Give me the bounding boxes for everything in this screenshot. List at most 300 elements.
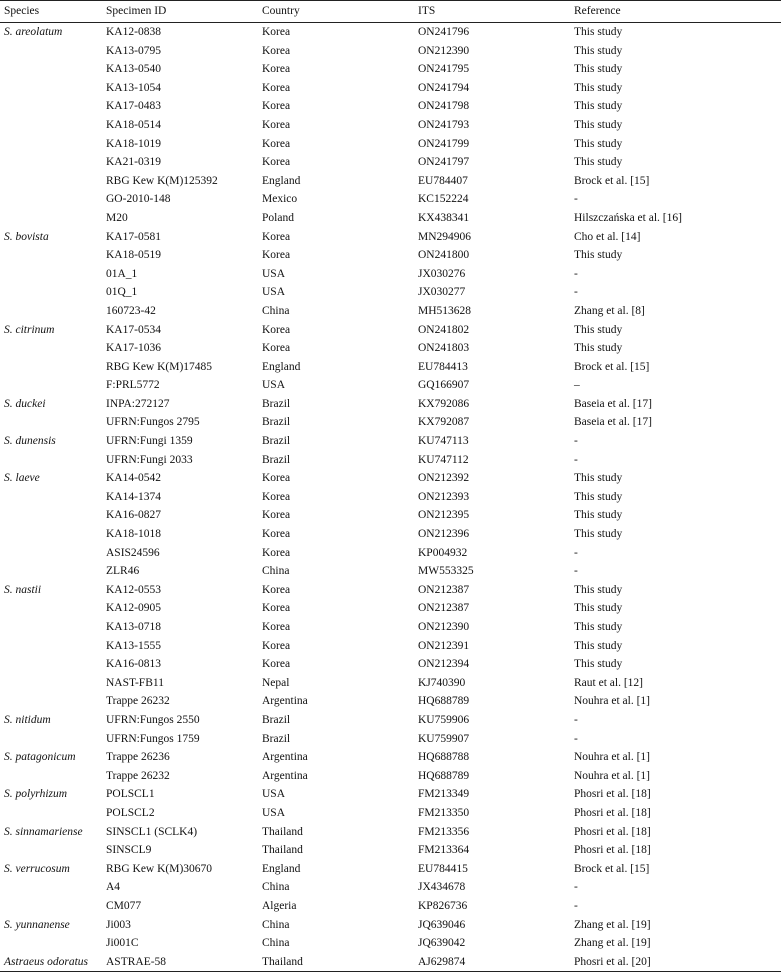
cell-country: Korea: [262, 546, 291, 559]
table-row: [0, 581, 781, 600]
cell-species: [0, 172, 102, 191]
cell-country: England: [262, 360, 301, 373]
cell-species: S. verrucosum: [4, 862, 70, 875]
cell-its: ON241802: [418, 323, 470, 336]
cell-species: [0, 302, 102, 321]
cell-specimen-id: KA13-1054: [106, 81, 161, 94]
cell-its: KU747112: [418, 453, 469, 466]
table-row: [0, 451, 781, 470]
cell-species: [0, 878, 102, 897]
cell-specimen-id: RBG Kew K(M)125392: [106, 174, 218, 187]
cell-its: KU747113: [418, 435, 469, 448]
cell-specimen-id: GO-2010-148: [106, 193, 171, 206]
cell-species: S. bovista: [4, 230, 49, 243]
table-row: [0, 116, 781, 135]
table-row: [0, 358, 781, 377]
header-specimen-id: Specimen ID: [102, 1, 258, 23]
cell-reference: Brock et al. [15]: [574, 360, 650, 373]
cell-reference: Nouhra et al. [1]: [574, 695, 650, 708]
cell-country: Korea: [262, 639, 291, 652]
cell-its: ON241800: [418, 249, 470, 262]
cell-species: [0, 135, 102, 154]
cell-reference: This study: [574, 342, 623, 355]
cell-reference: -: [574, 453, 578, 466]
cell-country: Brazil: [262, 416, 291, 429]
cell-species: S. laeve: [4, 472, 40, 485]
cell-species: [0, 283, 102, 302]
table-row: [0, 172, 781, 191]
table-row: [0, 42, 781, 61]
cell-its: ON212395: [418, 509, 470, 522]
cell-reference: This study: [574, 621, 623, 633]
cell-country: USA: [262, 788, 286, 801]
cell-its: ON212396: [418, 528, 470, 541]
cell-its: KJ740390: [418, 676, 466, 689]
cell-species: [0, 655, 102, 674]
cell-species: [0, 767, 102, 786]
cell-specimen-id: Trappe 26236: [106, 751, 170, 764]
cell-country: Korea: [262, 137, 291, 150]
cell-country: Korea: [262, 602, 291, 615]
cell-its: EU784415: [418, 862, 468, 875]
cell-its: MN294906: [418, 230, 472, 243]
cell-its: ON241799: [418, 137, 470, 150]
cell-country: Korea: [262, 63, 291, 76]
cell-its: HQ688789: [418, 695, 470, 708]
cell-reference: This study: [574, 509, 623, 522]
cell-species: [0, 506, 102, 525]
table-row: [0, 60, 781, 79]
cell-its: FM213364: [418, 844, 470, 857]
header-country: Country: [258, 1, 414, 23]
cell-country: Korea: [262, 342, 291, 355]
header-reference: Reference: [570, 1, 781, 23]
cell-its: JQ639046: [418, 918, 466, 931]
cell-reference: This study: [574, 583, 623, 596]
cell-its: ON241797: [418, 156, 470, 169]
table-row: [0, 767, 781, 786]
cell-country: Korea: [262, 26, 291, 38]
cell-reference: Phosri et al. [18]: [574, 788, 651, 801]
table-row: [0, 469, 781, 488]
cell-specimen-id: ASIS24596: [106, 546, 160, 559]
cell-species: [0, 42, 102, 61]
cell-its: EU784407: [418, 174, 468, 187]
cell-reference: -: [574, 713, 578, 726]
table-row: [0, 228, 781, 247]
cell-country: USA: [262, 379, 286, 392]
cell-specimen-id: KA18-1018: [106, 528, 161, 541]
cell-country: Korea: [262, 81, 291, 94]
cell-its: ON241793: [418, 118, 470, 131]
table-row: [0, 135, 781, 154]
cell-its: ON241795: [418, 63, 470, 76]
cell-species: S. nitidum: [4, 713, 51, 726]
cell-its: FM213350: [418, 806, 470, 819]
cell-its: ON212392: [418, 472, 470, 485]
cell-specimen-id: NAST-FB11: [106, 676, 164, 689]
cell-species: [0, 116, 102, 135]
cell-reference: -: [574, 881, 578, 894]
cell-country: Argentina: [262, 751, 308, 764]
cell-specimen-id: RBG Kew K(M)30670: [106, 862, 213, 875]
cell-country: Korea: [262, 323, 291, 336]
cell-country: China: [262, 937, 290, 950]
table-row: [0, 730, 781, 749]
cell-country: Thailand: [262, 825, 303, 838]
cell-specimen-id: KA13-1555: [106, 639, 161, 652]
cell-specimen-id: A4: [106, 881, 121, 894]
cell-reference: Hilszczańska et al. [16]: [574, 211, 682, 224]
cell-reference: Cho et al. [14]: [574, 230, 641, 243]
cell-species: [0, 934, 102, 953]
cell-species: [0, 209, 102, 228]
cell-specimen-id: KA18-1019: [106, 137, 161, 150]
cell-country: Korea: [262, 509, 291, 522]
cell-its: ON241803: [418, 342, 470, 355]
cell-country: Korea: [262, 490, 291, 503]
cell-country: Korea: [262, 44, 291, 57]
cell-reference: This study: [574, 639, 623, 652]
cell-country: Korea: [262, 100, 291, 113]
cell-specimen-id: KA13-0540: [106, 63, 161, 76]
cell-reference: –: [574, 379, 580, 392]
cell-reference: -: [574, 899, 578, 912]
cell-its: ON212394: [418, 658, 470, 671]
table-row: [0, 897, 781, 916]
cell-species: S. sinnamariense: [4, 825, 83, 838]
cell-species: [0, 730, 102, 749]
cell-specimen-id: Trappe 26232: [106, 769, 170, 782]
cell-specimen-id: INPA:272127: [106, 397, 170, 410]
table-row: [0, 860, 781, 879]
cell-reference: This study: [574, 26, 623, 38]
cell-specimen-id: KA16-0813: [106, 658, 161, 671]
cell-reference: This study: [574, 118, 623, 131]
cell-its: ON241798: [418, 100, 470, 113]
cell-reference: This study: [574, 63, 623, 76]
cell-species: S. dunensis: [4, 435, 56, 448]
cell-country: USA: [262, 286, 286, 299]
table-row: [0, 23, 781, 42]
cell-country: Thailand: [258, 953, 414, 972]
table-row: [0, 79, 781, 98]
cell-specimen-id: POLSCL2: [106, 806, 155, 819]
cell-species: [0, 246, 102, 265]
cell-species: [0, 618, 102, 637]
table-row: [0, 97, 781, 116]
cell-specimen-id: KA18-0514: [106, 118, 161, 131]
table-row: [0, 302, 781, 321]
cell-country: Korea: [262, 528, 291, 541]
cell-its: ON241794: [418, 81, 470, 94]
cell-species: S. duckei: [4, 397, 46, 410]
cell-specimen-id: UFRN:Fungi 2033: [106, 453, 193, 466]
cell-reference: Zhang et al. [19]: [574, 918, 651, 931]
cell-its: JQ639042: [418, 937, 466, 950]
table-body: [0, 23, 781, 972]
cell-country: Korea: [262, 118, 291, 131]
table-row: [0, 413, 781, 432]
cell-country: Korea: [262, 621, 291, 633]
cell-reference: Baseia et al. [17]: [574, 416, 652, 429]
cell-country: USA: [262, 267, 286, 280]
cell-its: JX030276: [418, 267, 466, 280]
table-row: [0, 823, 781, 842]
cell-specimen-id: UFRN:Fungos 1759: [106, 732, 200, 745]
cell-country: Korea: [262, 472, 291, 485]
cell-reference: Zhang et al. [8]: [574, 304, 645, 317]
cell-country: Brazil: [262, 435, 291, 448]
cell-specimen-id: 160723-42: [106, 304, 156, 317]
cell-specimen-id: KA17-0534: [106, 323, 161, 336]
cell-country: Brazil: [262, 713, 291, 726]
cell-its: KP004932: [418, 546, 468, 559]
cell-reference: Raut et al. [12]: [574, 676, 643, 689]
cell-its: JX434678: [418, 881, 466, 894]
table-row: [0, 265, 781, 284]
cell-specimen-id: M20: [106, 211, 128, 224]
cell-country: China: [262, 565, 290, 578]
cell-reference: This study: [574, 528, 623, 541]
cell-reference: Phosri et al. [18]: [574, 806, 651, 819]
cell-reference: Zhang et al. [19]: [574, 937, 651, 950]
cell-reference: Phosri et al. [18]: [574, 844, 651, 857]
cell-country: Poland: [262, 211, 294, 224]
table-row: [0, 339, 781, 358]
cell-species: [0, 841, 102, 860]
table-row: [0, 841, 781, 860]
cell-species: [0, 376, 102, 395]
table-row: [0, 153, 781, 172]
table-row: [0, 674, 781, 693]
cell-species: [0, 97, 102, 116]
cell-its: MW553325: [418, 565, 474, 578]
header-its: ITS: [414, 1, 570, 23]
cell-specimen-id: KA14-1374: [106, 490, 161, 503]
cell-specimen-id: POLSCL1: [106, 788, 155, 801]
cell-specimen-id: KA14-0542: [106, 472, 161, 485]
cell-species: [0, 599, 102, 618]
cell-reference: -: [574, 732, 578, 745]
cell-species: [0, 804, 102, 823]
table-row: [0, 878, 781, 897]
cell-reference: This study: [574, 81, 623, 94]
cell-specimen-id: UFRN:Fungi 1359: [106, 435, 193, 448]
cell-reference: This study: [574, 602, 623, 615]
cell-species: [0, 692, 102, 711]
cell-specimen-id: KA12-0553: [106, 583, 161, 596]
cell-species: [0, 265, 102, 284]
table-row: [0, 804, 781, 823]
cell-species: Astraeus odoratus: [0, 953, 102, 972]
cell-specimen-id: UFRN:Fungos 2550: [106, 713, 200, 726]
cell-country: China: [262, 918, 290, 931]
table-row: [0, 785, 781, 804]
table-row: [0, 488, 781, 507]
cell-species: S. nastii: [4, 583, 42, 596]
cell-its: KX792086: [418, 397, 470, 410]
cell-reference: -: [574, 565, 578, 578]
cell-specimen-id: KA17-1036: [106, 342, 161, 355]
cell-reference: -: [574, 546, 578, 559]
cell-country: Brazil: [262, 397, 291, 410]
cell-species: S. citrinum: [4, 323, 55, 336]
table-row: [0, 618, 781, 637]
cell-specimen-id: KA18-0519: [106, 249, 161, 262]
cell-specimen-id: RBG Kew K(M)17485: [106, 360, 213, 373]
cell-its: HQ688788: [418, 751, 470, 764]
cell-specimen-id: SINSCL9: [106, 844, 152, 857]
cell-reference: Brock et al. [15]: [574, 174, 650, 187]
cell-reference: Phosri et al. [20]: [570, 953, 781, 972]
cell-its: KU759906: [418, 713, 470, 726]
cell-species: [0, 674, 102, 693]
header-species: Species: [0, 1, 102, 23]
table-row: [0, 934, 781, 953]
table-row: [0, 637, 781, 656]
table-row: [0, 562, 781, 581]
cell-specimen-id: UFRN:Fungos 2795: [106, 416, 200, 429]
cell-its: MH513628: [418, 304, 472, 317]
cell-species: [0, 339, 102, 358]
cell-species: S. yunnanense: [4, 918, 70, 931]
cell-specimen-id: KA21-0319: [106, 156, 161, 169]
cell-species: S. patagonicum: [4, 751, 76, 764]
cell-reference: This study: [574, 472, 623, 485]
cell-reference: This study: [574, 100, 623, 113]
cell-species: [0, 544, 102, 563]
cell-reference: -: [574, 286, 578, 299]
cell-species: [0, 488, 102, 507]
cell-its: ON212387: [418, 602, 470, 615]
cell-reference: This study: [574, 249, 623, 262]
table-row: [0, 692, 781, 711]
cell-specimen-id: ZLR46: [106, 565, 140, 578]
table-row: [0, 321, 781, 340]
cell-its: FM213356: [418, 825, 470, 838]
table-row: [0, 599, 781, 618]
cell-its: ON212390: [418, 621, 470, 633]
cell-country: Korea: [262, 230, 291, 243]
cell-species: [0, 525, 102, 544]
cell-reference: Phosri et al. [18]: [574, 825, 651, 838]
cell-species: [0, 79, 102, 98]
cell-its: KU759907: [418, 732, 470, 745]
cell-specimen-id: KA16-0827: [106, 509, 161, 522]
cell-specimen-id: KA17-0581: [106, 230, 161, 243]
table-row: [0, 432, 781, 451]
cell-specimen-id: KA17-0483: [106, 100, 161, 113]
cell-reference: Nouhra et al. [1]: [574, 751, 650, 764]
cell-specimen-id: KA12-0838: [106, 26, 161, 38]
table-row: [0, 376, 781, 395]
table-header-row: [0, 1, 781, 23]
cell-species: [0, 153, 102, 172]
table-row: [0, 190, 781, 209]
table-row: [0, 395, 781, 414]
table-row: [0, 748, 781, 767]
cell-reference: This study: [574, 323, 623, 336]
cell-species: [0, 637, 102, 656]
cell-reference: Brock et al. [15]: [574, 862, 650, 875]
cell-its: KC152224: [418, 193, 469, 206]
cell-species: [0, 897, 102, 916]
cell-country: Korea: [262, 658, 291, 671]
cell-reference: -: [574, 193, 578, 206]
table-row: [0, 655, 781, 674]
cell-its: EU784413: [418, 360, 468, 373]
table-row: [0, 246, 781, 265]
table-row: [0, 209, 781, 228]
cell-country: Korea: [262, 583, 291, 596]
cell-specimen-id: CM077: [106, 899, 142, 912]
cell-its: KX792087: [418, 416, 470, 429]
cell-country: England: [262, 174, 301, 187]
cell-country: Thailand: [262, 844, 303, 857]
cell-country: Korea: [262, 249, 291, 262]
table-row: [0, 711, 781, 730]
table-row: [0, 544, 781, 563]
cell-its: JX030277: [418, 286, 466, 299]
cell-country: Nepal: [262, 676, 290, 689]
cell-its: HQ688789: [418, 769, 470, 782]
cell-country: Brazil: [262, 453, 291, 466]
cell-country: China: [262, 881, 290, 894]
cell-species: [0, 451, 102, 470]
cell-its: GQ166907: [418, 379, 470, 392]
cell-reference: This study: [574, 137, 623, 150]
cell-reference: This study: [574, 658, 623, 671]
cell-country: Korea: [262, 156, 291, 169]
cell-specimen-id: Trappe 26232: [106, 695, 170, 708]
cell-species: [0, 358, 102, 377]
cell-country: Argentina: [262, 695, 308, 708]
cell-specimen-id: KA12-0905: [106, 602, 161, 615]
cell-country: England: [262, 862, 301, 875]
cell-reference: Baseia et al. [17]: [574, 397, 652, 410]
cell-its: ON212387: [418, 583, 470, 596]
cell-species: [0, 562, 102, 581]
cell-species: [0, 60, 102, 79]
cell-specimen-id: Ji001C: [106, 937, 139, 950]
cell-species: [0, 190, 102, 209]
cell-specimen-id: ASTRAE-58: [102, 953, 258, 972]
cell-species: S. areolatum: [4, 26, 63, 38]
cell-country: Argentina: [262, 769, 308, 782]
cell-specimen-id: KA13-0718: [106, 621, 161, 633]
cell-its: ON212390: [418, 44, 470, 57]
cell-country: Brazil: [262, 732, 291, 745]
cell-reference: This study: [574, 156, 623, 169]
cell-its: KX438341: [418, 211, 470, 224]
cell-its: KP826736: [418, 899, 468, 912]
cell-its: ON212393: [418, 490, 470, 503]
cell-country: Mexico: [262, 193, 298, 206]
cell-country: Algeria: [262, 899, 297, 912]
cell-specimen-id: Ji003: [106, 918, 131, 931]
cell-species: S. polyrhizum: [4, 788, 68, 801]
cell-specimen-id: 01Q_1: [106, 286, 138, 299]
cell-reference: This study: [574, 44, 623, 57]
cell-specimen-id: 01A_1: [106, 267, 138, 280]
cell-reference: -: [574, 267, 578, 280]
cell-specimen-id: SINSCL1 (SCLK4): [106, 825, 198, 838]
cell-specimen-id: F:PRL5772: [106, 379, 160, 392]
cell-specimen-id: KA13-0795: [106, 44, 161, 57]
cell-its: FM213349: [418, 788, 470, 801]
cell-species: [0, 413, 102, 432]
